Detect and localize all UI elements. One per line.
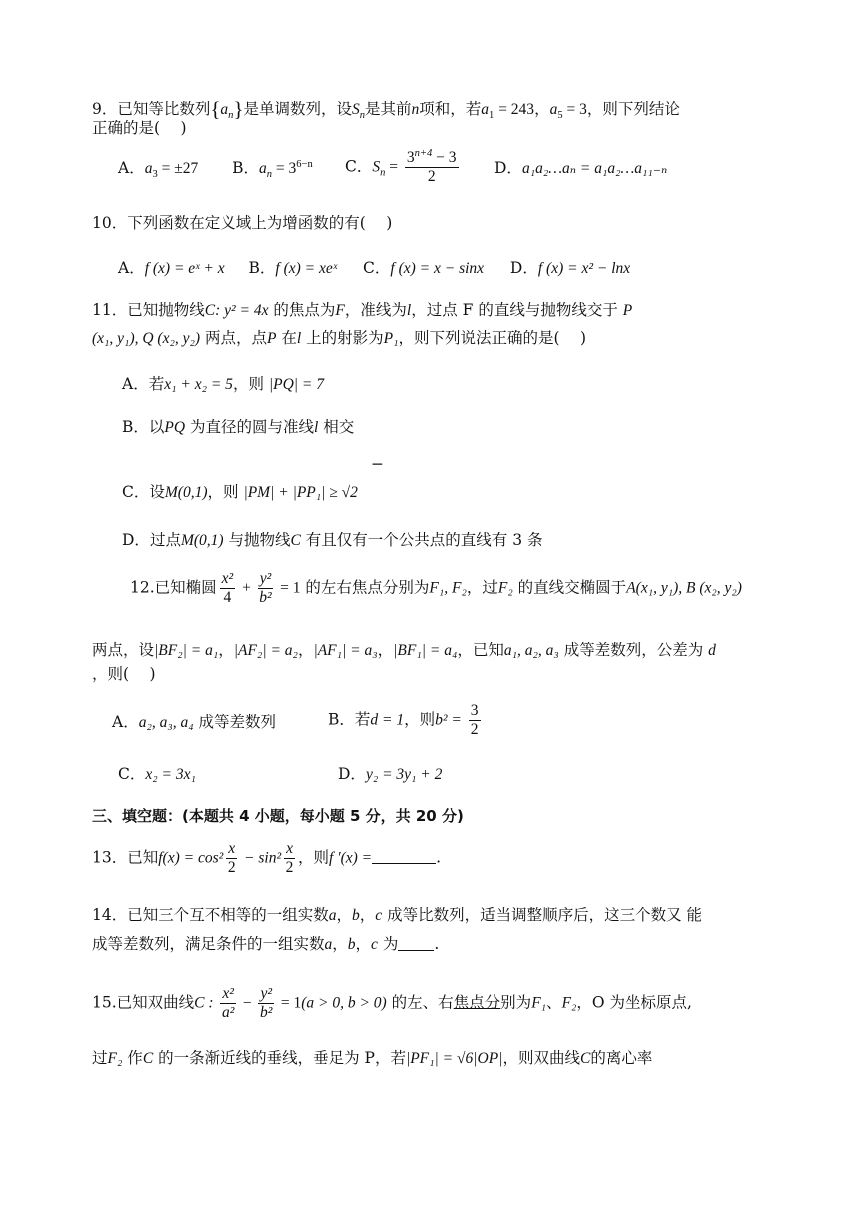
q11-option-b[interactable]: B．以PQ 为直径的圆与准线l 相交 — [122, 418, 355, 436]
q12-b-fraction: $\frac{3}{2}$ — [470, 702, 479, 738]
q12-frac-x: $\frac{\text{x²}}{4}$ — [221, 570, 234, 606]
q11-stem-line1: 11．已知抛物线C: y² = 4x 的焦点为F，准线为l，过点 F 的直线与抛物线交于 P — [92, 301, 633, 319]
q13-frac-2: $\frac{x}{2}$ — [285, 840, 294, 876]
q10-option-b[interactable]: B．f (x) = xeˣ — [248, 259, 338, 277]
q9-stem-line1: 9．已知等比数列$\{a_n\}$是单调数列，设$S_n$是其前n项和，若$a_1 = 243$，$a_5 = 3$，则下列结论 — [92, 97, 680, 122]
q12-stem-line3: ，则( ) — [92, 665, 156, 683]
q9-option-b[interactable]: B．$a_n = 3^{6-n}$ — [232, 158, 313, 181]
q14-line1: 14．已知三个互不相等的一组实数a，b，c 成等比数列，适当调整顺序后，这三个数又 能 — [92, 906, 703, 924]
q11-stem-line2: (x₁, y₁), Q (x₂, y₂) 两点，点P 在l 上的射影为P₁，则下列说法正确的是( ) — [92, 329, 587, 347]
q12-stem-line1: 12.已知椭圆 $\frac{\text{x²}}{4}$ + $\frac{\text{y²}}{\text{b²}}$ = 1 的左右焦点分别为F₁, F₂，过F₂ 的直线交椭圆于A(x₁, y₁), B (x₂, y₂) — [130, 570, 742, 606]
q12-option-d[interactable]: D．y₂ = 3y₁ + 2 — [338, 765, 443, 783]
q11-c-overline-mark: − — [371, 455, 384, 473]
q10-option-d[interactable]: D．f (x) = x² − lnx — [509, 259, 631, 277]
q10-option-a[interactable]: A．f (x) = eˣ + x — [118, 259, 225, 277]
q11-option-d[interactable]: D．过点M(0,1) 与抛物线C 有且仅有一个公共点的直线有 3 条 — [122, 531, 543, 549]
q14-answer-blank[interactable] — [398, 936, 434, 951]
q15-frac-y: $\frac{\text{y²}}{\text{b²}}$ — [260, 985, 273, 1021]
q9-options — [118, 158, 313, 180]
q9-option-a[interactable]: A．$a_3 = \pm 27$ — [118, 159, 199, 181]
q13-answer-blank[interactable] — [372, 849, 436, 864]
q10-stem: 10．下列函数在定义域上为增函数的有( ) — [92, 214, 393, 232]
q9-stem-line2: 正确的是( ) — [92, 119, 187, 137]
q15-line1: 15.已知双曲线C : $\frac{\text{x²}}{\text{a²}}$ − $\frac{\text{y²}}{\text{b²}}$ = 1(a > 0, b > 0) 的左、右焦点分别为F₁、F₂，O 为坐标原点, — [92, 985, 692, 1021]
q12-option-c[interactable]: C．x₂ = 3x₁ — [118, 765, 196, 783]
q11-option-c[interactable]: C．设M(0,1)，则 |PM| + |PP₁| ≥ √2 — [122, 483, 358, 501]
q9-option-d[interactable]: D．a₁a₂…aₙ = a₁a₂…a₁₁₋ₙ — [494, 159, 668, 177]
q13-frac-1: $\frac{x}{2}$ — [227, 840, 236, 876]
q10-option-c[interactable]: C．f (x) = x − sinx — [363, 259, 485, 277]
q12-option-b[interactable]: B．若d = 1，则b² = $\frac{3}{2}$ — [328, 702, 479, 738]
q10-options — [118, 258, 630, 280]
q9-option-c[interactable]: C．$S_n$ = $\frac{3^{n+4} - 3}{2}$ — [345, 147, 457, 185]
q12-stem-line2: 两点，设|BF₂| = a₁，|AF₂| = a₂，|AF₁| = a₃，|BF₁| = a₄，已知a₁, a₂, a₃ 成等差数列，公差为 d — [92, 641, 716, 659]
section-title-fill-in: 三、填空题：(本题共 4 小题，每小题 5 分，共 20 分) — [92, 807, 464, 825]
q15-frac-x: $\frac{\text{x²}}{\text{a²}}$ — [221, 985, 235, 1021]
q12-option-a[interactable]: A．a₂, a₃, a₄ 成等差数列 — [112, 713, 277, 731]
q15-line2: 过F₂ 作C 的一条渐近线的垂线，垂足为 P，若|PF₁| = √6|OP|，则双曲线C的离心率 — [92, 1049, 653, 1067]
q13-stem: 13．已知f(x) = cos² $\frac{x}{2}$ − sin² $\frac{x}{2}$ ，则f ′(x) = . — [92, 840, 442, 876]
q12-frac-y: $\frac{\text{y²}}{\text{b²}}$ — [259, 570, 272, 606]
q9-c-fraction: $\frac{3^{n+4} - 3}{2}$ — [406, 147, 457, 185]
q11-option-a[interactable]: A．若x₁ + x₂ = 5，则 |PQ| = 7 — [122, 375, 325, 393]
q14-line2: 成等差数列，满足条件的一组实数a，b，c 为 . — [92, 935, 440, 953]
